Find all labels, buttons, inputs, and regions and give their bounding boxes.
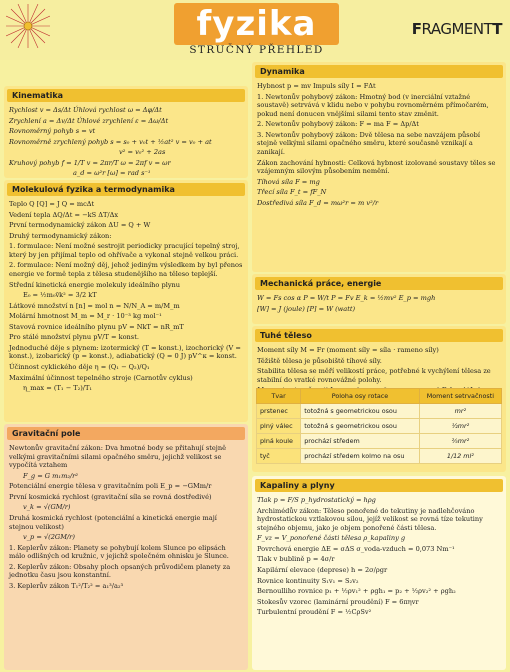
table-cell: ½mr² [419,419,501,434]
formula-line: v_k = √(GM/r) [23,503,71,512]
page-title-box [174,3,339,45]
table-header: Poloha osy rotace [301,389,420,404]
text-line: Pro stálé množství plynu pV/T = konst. [9,333,139,342]
text-line: Vedení tepla ΔQ/Δt = −kS ΔT/Δx [9,210,119,219]
section-body [252,78,506,213]
text-line: Teplo Q [Q] = J Q = mcΔt [9,200,95,208]
text-line: Jednoduché děje s plynem: izotermický (T = konst.), izochorický (V = konst.), izobarický (p = konst.), adiabatický (Q = 0 J) pV^κ = konst. [9,343,241,361]
page-subtitle: STRUČNÝ PŘEHLED [189,44,324,56]
formula-line: Zrychlení a = Δv/Δt Úhlové zrychlení ε = Δω/Δt [9,116,169,125]
text-line: Druhá kosmická rychlost (potenciální a kinetická energie mají stejnou velikost) [9,513,217,531]
section-body [4,102,248,178]
text-line: Tlak v bublině p = 4σ/r [257,555,335,564]
text-line: Hybnost p = mv Impuls síly I = FΔt [257,82,376,90]
table-header-row [257,389,502,404]
text-line: 1. Keplerův zákon: Planety se pohybují kolem Slunce po elipsách málo odlišných od kružnic, v jejichž společném ohnisku je Slunce. [9,543,229,561]
formula-line: Rychlost v = Δs/Δt Úhlová rychlost ω = Δφ/Δt [9,106,162,114]
table-row [257,404,502,419]
text-line: η_max = (T₁ − T₂)/T₁ [23,384,93,393]
text-line: Potenciální energie tělesa v gravitačním poli E_p = −GMm/r [9,482,212,491]
text-line: 3. Newtonův pohybový zákon: Dvě tělesa na sebe navzájem působí stejně velkými silami opačného směru, které současně vznikají a zanikají. [257,130,480,156]
kapaliny-section [252,476,506,670]
text-line: 2. Keplerův zákon: Obsahy ploch opsaných průvodičem planety za jednotku času jsou konstantní. [9,562,231,580]
formula-line: Třecí síla F_t = fF_N [257,188,327,197]
formula-line: Tíhová síla F = mg [257,177,320,186]
section-title: Kinematika [7,89,245,102]
text-line: 1. Newtonův pohybový zákon: Hmotný bod (v inerciální vztažné soustavě) setrvává v klidu nebo v pohybu rovnoměrném přímočarém, pokud není donucen vnějšími silami tento stav změnit. [257,92,489,118]
formula-line: Kruhový pohyb f = 1/T v = 2πr/T ω = 2πf v = ωr [9,158,171,167]
kinematika-section [4,86,248,178]
section-title: Mechanická práce, energie [255,277,503,290]
formula-line: [W] = J (joule) [P] = W (watt) [257,304,356,313]
header [0,0,510,60]
formula-line: Rovnoměrný pohyb s = vt [9,127,96,136]
text-line: Molární hmotnost M_m = M_r · 10⁻³ kg mol⁻¹ [9,312,162,321]
text-line: 1. formulace: Není možné sestrojit periodicky pracující tepelný stroj, který by jen přijímal teplo od ohřívače a vykonal stejně velkou práci. [9,242,240,259]
section-title: Gravitační pole [7,427,245,440]
text-line: 2. formulace: Není možný děj, jehož jediným výsledkem by byl přenos energie ve formě tepla z tělesa studenějšího na těleso teplejší. [9,261,243,278]
page-title: fyzika [196,4,317,44]
text-line: Turbulentní proudění F = ½CρSv² [257,608,372,617]
section-body [4,196,248,399]
table-cell: prochází středem [301,434,420,449]
text-line: 2. Newtonův pohybový zákon: F = ma F = Δp/Δt [257,120,419,129]
text-line: Maximální účinnost tepelného stroje (Carnotův cyklus) [9,373,193,382]
text-line: Moment síly M = Fr (moment síly = síla · rameno síly) [257,346,439,354]
section-title: Tuhé těleso [255,329,503,342]
moment-table [256,388,502,464]
text-line: Newtonův gravitační zákon: Dva hmotné body se přitahují stejně velkými gravitačními silami opačného směru, jejichž velikost se vypočítá vztahem [9,444,226,470]
table-cell: 1/12 ml² [419,449,501,464]
table-cell: mr² [419,404,501,419]
formula-line: W = Fs cos α P = W/t P = Fv E_k = ½mv² E_p = mgh [257,294,436,302]
formula-line: v_p = √(2GM/r) [23,533,75,542]
dynamika-section [252,62,506,272]
table-header: Tvar [257,389,301,404]
table-row [257,434,502,449]
text-line: Kapilární elevace (deprese) h = 2σ/ρgr [257,565,388,574]
text-line: Stavová rovnice ideálního plynu pV = NkT = nR_mT [9,322,184,331]
text-line: Povrchová energie ΔE = σΔS σ_voda-vzduch = 0,073 Nm⁻¹ [257,544,455,553]
text-line: Těžiště tělesa je působiště tíhové síly. [257,356,382,365]
formula-line: Rovnoměrně zrychlený pohyb s = s₀ + v₀t + ½at² v = v₀ + at [9,137,212,146]
text-line: Zákon zachování hybnosti: Celková hybnost izolované soustavy těles se vzájemným silovým působením nemění. [257,158,496,176]
text-line: První kosmická rychlost (gravitační síla se rovná dostředivé) [9,492,212,501]
molekulova-section [4,180,248,422]
formula-line: Tlak p = F/S p_hydrostatický = hρg [257,496,376,504]
gravitacni-section [4,424,248,670]
table-cell: totožná s geometrickou osou [301,404,420,419]
table-cell: plná koule [257,434,301,449]
formula-line: F_vz = V_ponořené části tělesa ρ_kapaliny g [257,534,406,543]
table-cell: prstenec [257,404,301,419]
table-cell: tyč [257,449,301,464]
text-line: Účinnost cyklického děje η = (Q₁ − Q₂)/Q₁ [9,363,150,371]
text-line: E₀ = ½m₀v̄k² = 3/2 kT [23,291,97,300]
text-line: Stokesův vzorec (laminární proudění) F = 6πηvr [257,597,419,606]
text-line: Archimédův zákon: Těleso ponořené do tekutiny je nadlehčováno hydrostatickou vztlakovou silou, jejíž velikost se rovná tíze tekutiny stejného objemu, jako je objem ponořené části tělesa. [257,506,483,532]
section-body [252,290,506,319]
table-row [257,419,502,434]
formula-line: Dostředivá síla F_d = mω²r = m v²/r [257,198,379,207]
text-line: 3. Keplerův zákon T₁²/T₂² = a₁³/a₂³ [9,581,124,590]
table-row [257,449,502,464]
formula-line: F_g = G m₁m₂/r² [23,471,78,480]
table-cell: ⅖mr² [419,434,501,449]
text-line: Stabilita tělesa se měří velikostí práce, potřebné k vychýlení tělesa ze stabilní do vratké rovnovážné polohy. [257,367,491,384]
formula-line: v² = v₀² + 2as [119,148,166,157]
electric-field-icon [6,4,50,48]
table-cell: totožná s geometrickou osou [301,419,420,434]
section-body [4,440,248,596]
text-line: Bernoulliho rovnice p₁ + ½ρv₁² + ρgh₁ = p₂ + ½ρv₂² + ρgh₂ [257,587,456,596]
table-cell: prochází středem kolmo na osu [301,449,420,464]
text-line: První termodynamický zákon ΔU = Q + W [9,221,151,230]
section-title: Kapaliny a plyny [255,479,503,492]
table-header: Moment setrvačnosti [419,389,501,404]
table-cell: plný válec [257,419,301,434]
text-line: Látkové množství n [n] = mol n = N/N_A = m/M_m [9,301,180,310]
section-title: Dynamika [255,65,503,78]
mechanicka-section [252,274,506,324]
formula-line: a_d = ω²r [ω] = rad s⁻¹ [73,169,151,178]
text-line: Druhý termodynamický zákon: [9,231,112,240]
section-title: Molekulová fyzika a termodynamika [7,183,245,196]
brand-logo: FRAGMENTT [411,20,502,38]
text-line: Rovnice kontinuity S₁v₁ = S₂v₂ [257,576,359,585]
text-line: Střední kinetická energie molekuly ideálního plynu [9,280,181,289]
section-body [252,492,506,623]
